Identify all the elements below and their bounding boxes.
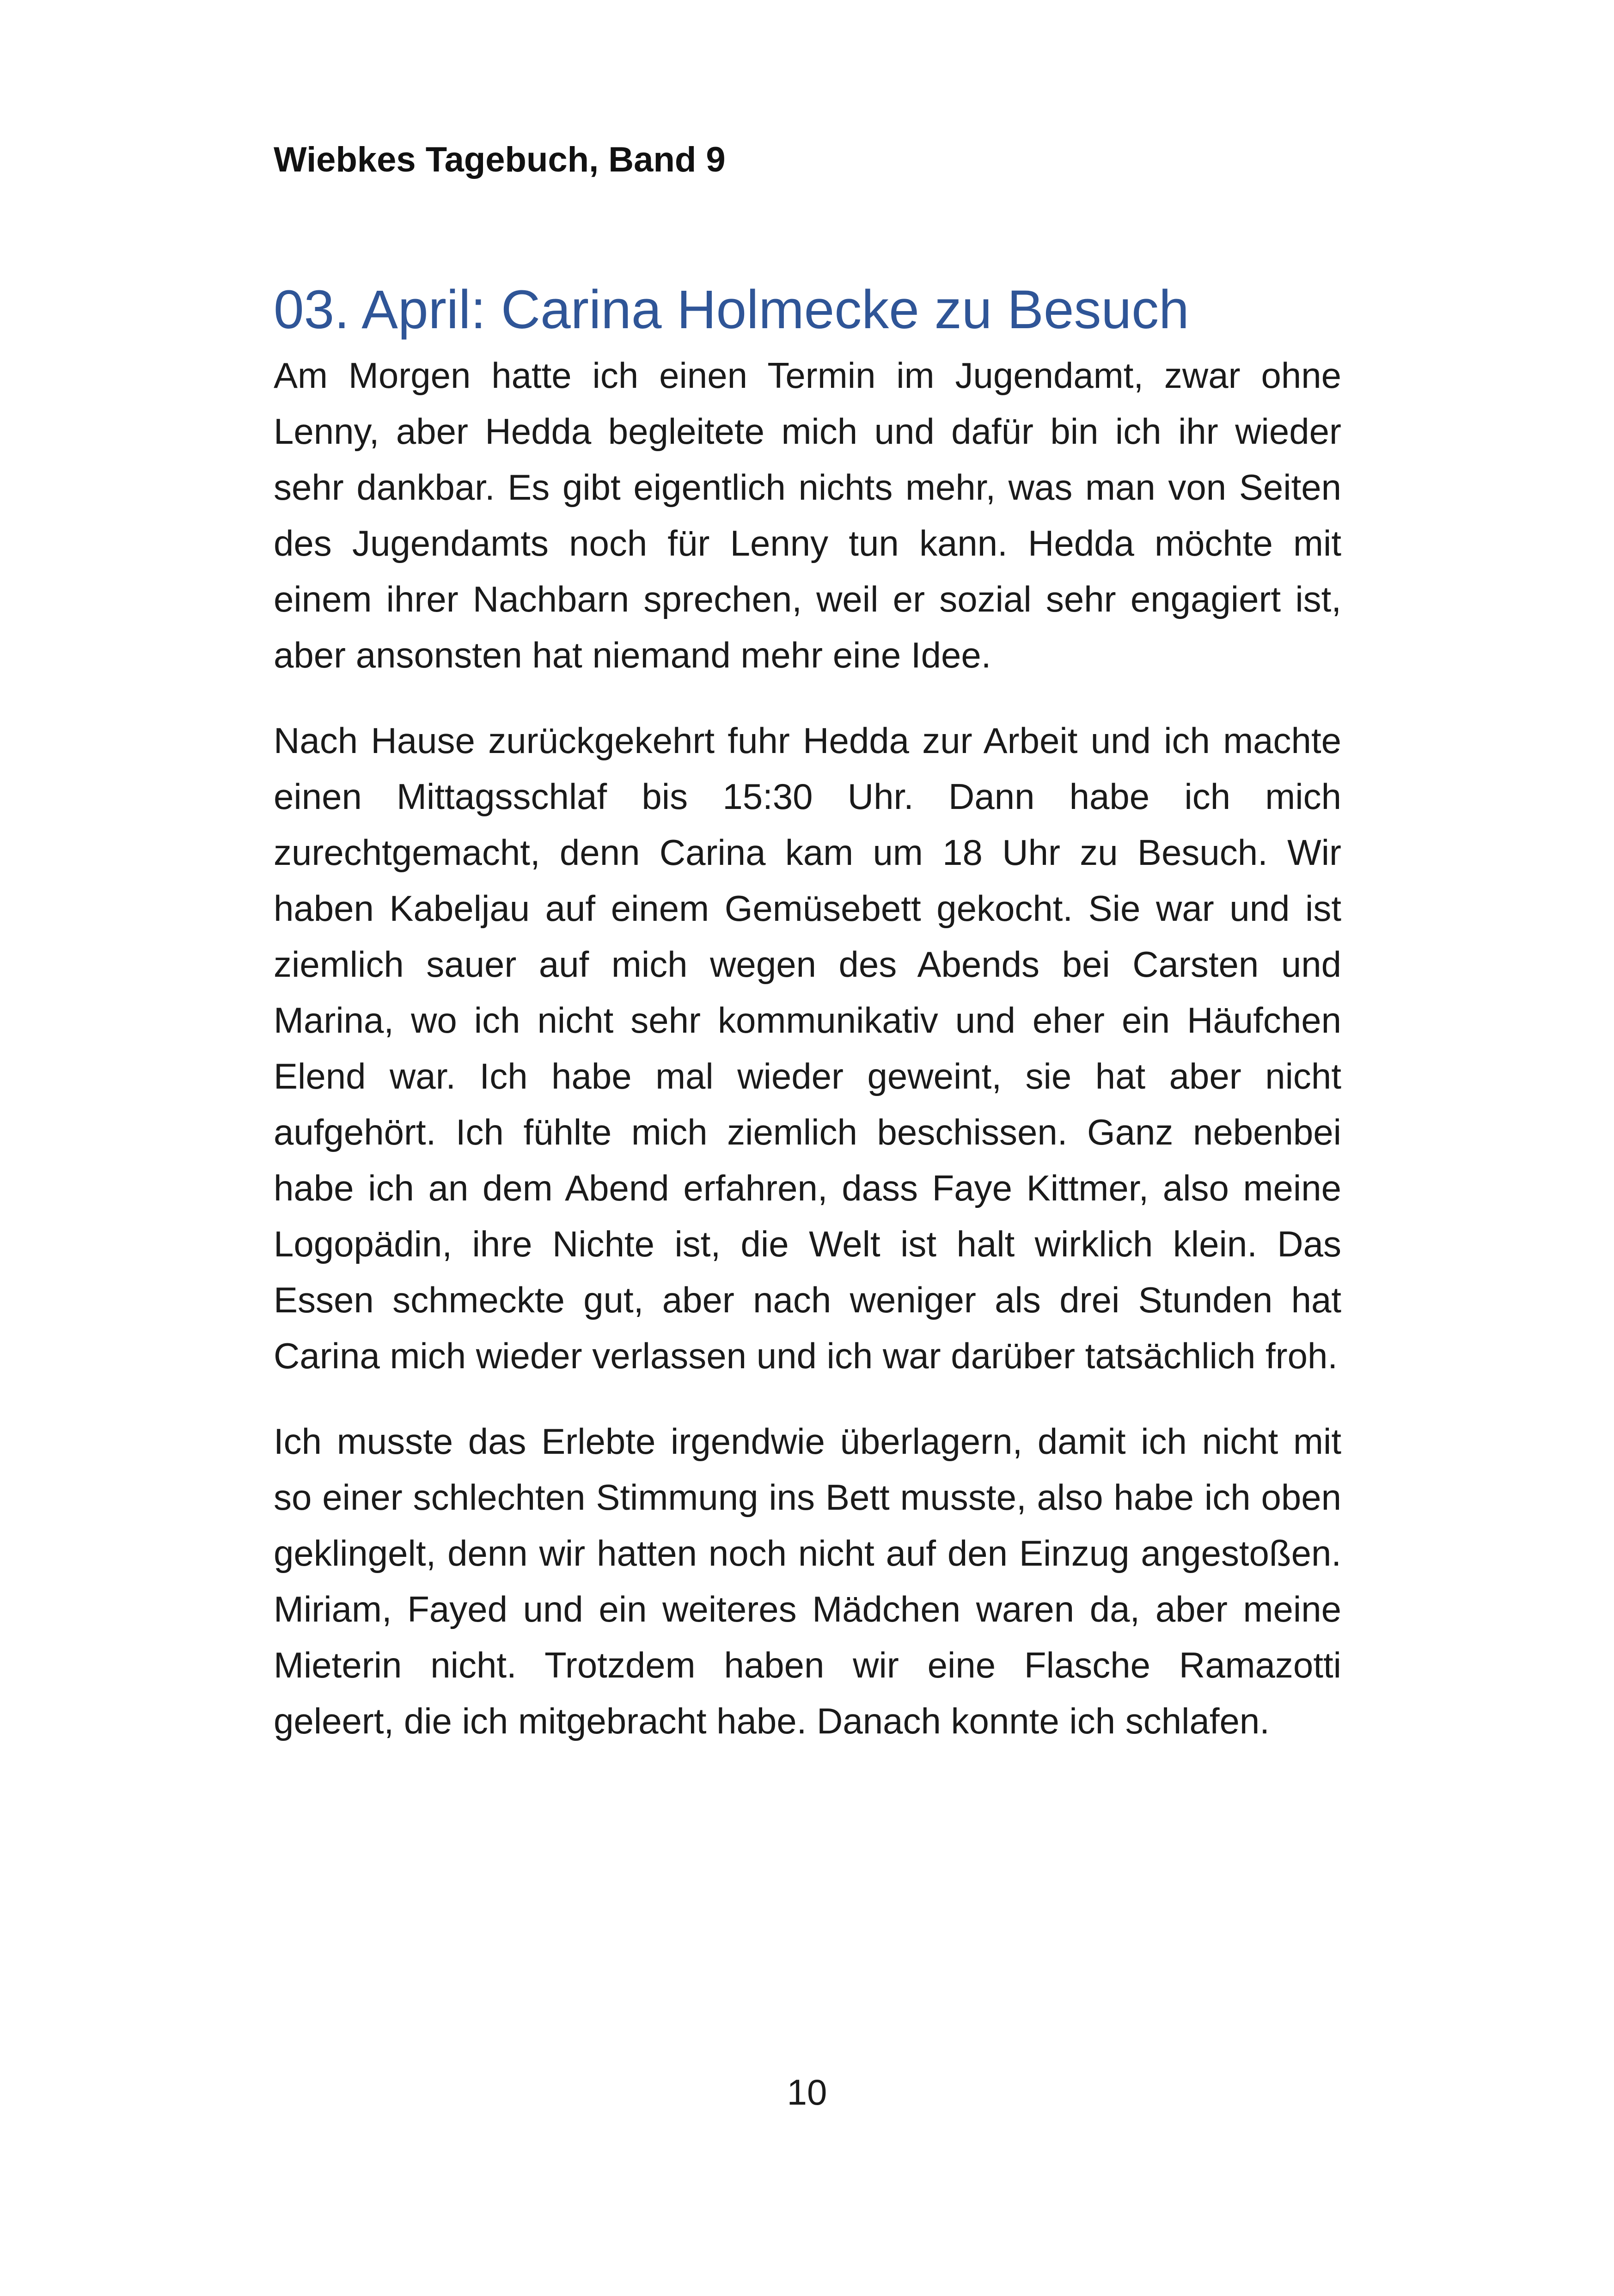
paragraph-3: Ich musste das Erlebte irgendwie überlagern, damit ich nicht mit so einer schlechten Stimmung ins Bett musste, also habe ich oben geklingelt, denn wir hatten noch nicht auf den Einzug angestoßen. Miriam, Fayed und ein weiteres Mädchen waren da, aber meine Mieterin nicht. Trotzdem haben wir eine Flasche Ramazotti geleert, die ich mitgebracht habe. Danach konnte ich schlafen. [274,1420,1341,1741]
page-number: 10 [787,2072,827,2112]
running-header: Wiebkes Tagebuch, Band 9 [274,140,726,179]
page-content [274,277,1341,1779]
paragraph-2: Nach Hause zurückgekehrt fuhr Hedda zur Arbeit und ich machte einen Mittagsschlaf bis 15:30 Uhr. Dann habe ich mich zurechtgemacht, denn Carina kam um 18 Uhr zu Besuch. Wir haben Kabeljau auf einem Gemüsebett gekocht. Sie war und ist ziemlich sauer auf mich wegen des Abends bei Carsten und Marina, wo ich nicht sehr kommunikativ und eher ein Häufchen Elend war. Ich habe mal wieder geweint, sie hat aber nicht aufgehört. Ich fühlte mich ziemlich beschissen. Ganz nebenbei habe ich an dem Abend erfahren, dass Faye Kittmer, also meine Logopädin, ihre Nichte ist, die Welt ist halt wirklich klein. Das Essen schmeckte gut, aber nach weniger als drei Stunden hat Carina mich wieder verlassen und ich war darüber tatsächlich froh. [274,720,1341,1376]
chapter-title: 03. April: Carina Holmecke zu Besuch [274,279,1189,340]
paragraph-1: Am Morgen hatte ich einen Termin im Jugendamt, zwar ohne Lenny, aber Hedda begleitete mich und dafür bin ich ihr wieder sehr dankbar. Es gibt eigentlich nichts mehr, was man von Seiten des Jugendamts noch für Lenny tun kann. Hedda möchte mit einem ihrer Nachbarn sprechen, weil er sozial sehr engagiert ist, aber ansonsten hat niemand mehr eine Idee. [274,355,1341,675]
